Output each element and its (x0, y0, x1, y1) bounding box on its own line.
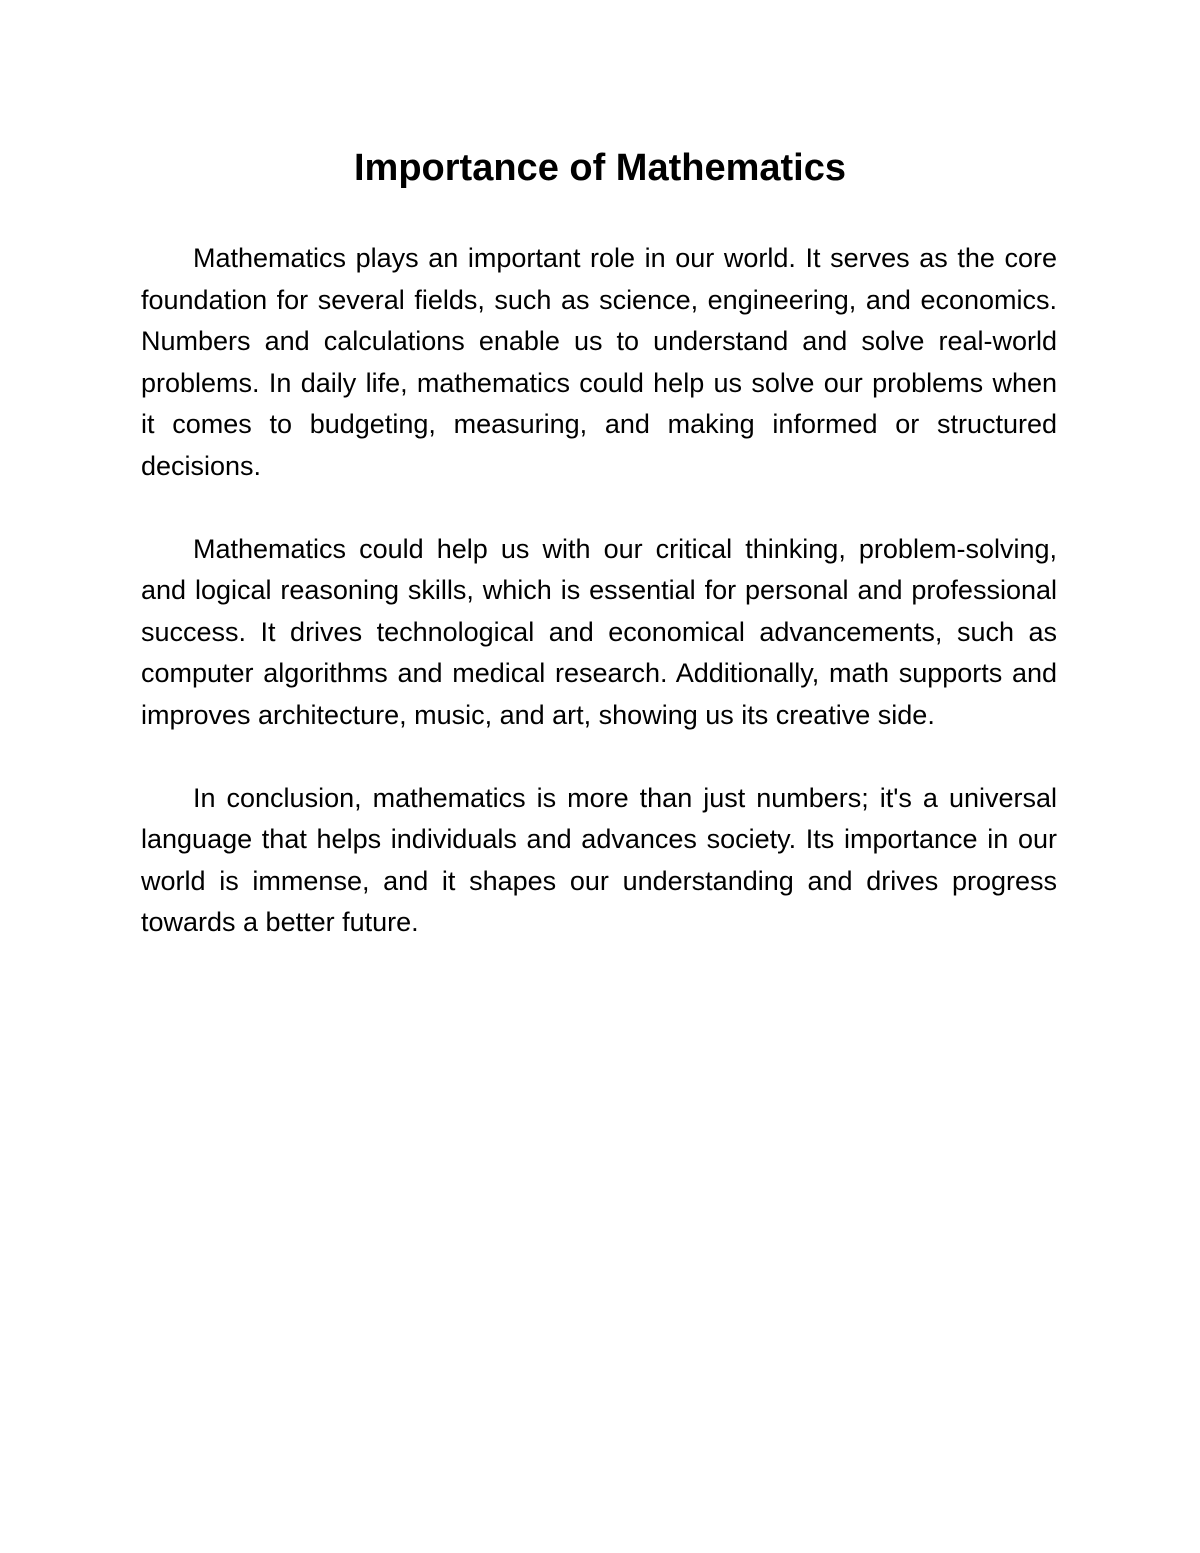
document-body (141, 238, 1057, 985)
paragraph-1: Mathematics plays an important role in our world. It serves as the core foundation for several fields, such as science, engineering, and economics. Numbers and calculations enable us to understand and solve real-world problems. In daily life, mathematics could help us solve our problems when it comes to budgeting, measuring, and making informed or structured decisions. (141, 243, 1057, 481)
paragraph-2: Mathematics could help us with our critical thinking, problem-solving, and logical reasoning skills, which is essential for personal and professional success. It drives technological and economical advancements, such as computer algorithms and medical research. Additionally, math supports and improves architecture, music, and art, showing us its creative side. (141, 533, 1057, 730)
document-title: Importance of Mathematics (354, 147, 846, 189)
paragraph-3: In conclusion, mathematics is more than just numbers; it's a universal language that helps individuals and advances society. Its importance in our world is immense, and it shapes our understanding and drives progress towards a better future. (141, 782, 1057, 937)
